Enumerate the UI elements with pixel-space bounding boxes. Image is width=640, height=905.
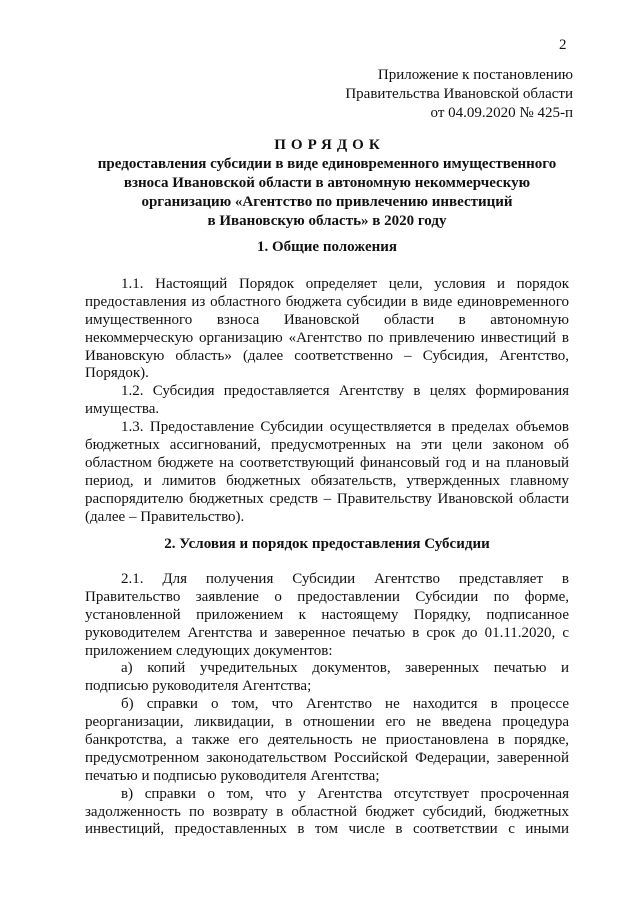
title-line: организацию «Агентство по привлечению инвестиций (141, 194, 513, 210)
paragraph-line: 1.2. Субсидия предоставляется Агентству в целях формирования (121, 383, 569, 400)
title-line: взноса Ивановской области в автономную некоммерческую (123, 175, 531, 191)
paragraph-line: 1.3. Предоставление Субсидии осуществляется в пределах объемов (121, 419, 569, 436)
paragraph-line: 2.1. Для получения Субсидии Агентство представляет в (121, 571, 569, 587)
paragraph-line: областном бюджете на соответствующий финансовый год и на плановый (85, 454, 569, 471)
paragraph-line: руководителем Агентства и заверенное печатью в срок до 01.11.2020, с (85, 624, 569, 641)
paragraph-line: Правительство заявление о предоставлении Субсидии по форме, (85, 588, 569, 605)
paragraph-line: бюджетных ассигнований, предусмотренных на эти цели законом об (85, 437, 569, 454)
paragraph-line: банкротства, а также его деятельность не приостановлена в порядке, (85, 732, 569, 749)
document-title (85, 136, 569, 231)
paragraph-line: (далее – Правительство). (85, 508, 245, 525)
paragraph-line: предоставления из областного бюджета субсидии в виде единовременного (85, 293, 569, 310)
paragraph-line: период, и лимитов бюджетных обязательств, утвержденных главному (85, 472, 569, 489)
appendix-note (273, 66, 573, 123)
appendix-line: Приложение к постановлению (377, 67, 573, 83)
paragraph-line: Порядок). (85, 365, 149, 382)
title-line: в Ивановскую область» в 2020 году (207, 213, 447, 229)
paragraph-line: распорядителю бюджетных средств – Правительству Ивановской области (85, 490, 569, 507)
paragraph-line: установленной приложением к настоящему Порядку, подписанное (85, 606, 569, 623)
section-1-body (85, 276, 569, 526)
paragraph-line: в) справки о том, что у Агентства отсутствует просроченная (121, 785, 569, 802)
paragraph-line: приложением следующих документов: (85, 642, 333, 659)
paragraph-line: предусмотренном законодательством Российской Федерации, заверенной (85, 749, 569, 766)
paragraph-line: задолженность по возврату в областной бюджет субсидий, бюджетных (85, 803, 569, 820)
page-number: 2 (559, 37, 567, 53)
section-heading-conditions: 2. Условия и порядок предоставления Субсидии (164, 536, 490, 552)
title-heading: ПОРЯДОК (274, 137, 385, 153)
paragraph-line: а) копий учредительных документов, заверенных печатью и (121, 660, 569, 677)
title-line: предоставления субсидии в виде единовременного имущественного (97, 156, 557, 172)
paragraph-line: реорганизации, ликвидации, в отношении его не введена процедура (85, 714, 569, 731)
section-heading-general: 1. Общие положения (256, 239, 398, 255)
paragraph-line: инвестиций, предоставленных в том числе в соответствии с иными (85, 821, 569, 838)
paragraph-line: 1.1. Настоящий Порядок определяет цели, условия и порядок (121, 276, 569, 292)
paragraph-line: б) справки о том, что Агентство не находится в процессе (121, 696, 569, 713)
paragraph-line: печатью и подписью руководителя Агентства; (85, 767, 380, 784)
appendix-line: Правительства Ивановской области (345, 86, 573, 102)
paragraph-line: Ивановскую область» (далее соответственно – Субсидия, Агентство, (85, 347, 569, 364)
paragraph-line: некоммерческую организацию «Агентство по привлечению инвестиций в (85, 329, 569, 346)
paragraph-line: подписью руководителя Агентства; (85, 678, 312, 695)
section-2-body (85, 571, 569, 839)
appendix-line: от 04.09.2020 № 425-п (430, 105, 573, 121)
paragraph-line: имущественного взноса Ивановской области в автономную (85, 311, 569, 328)
paragraph-line: имущества. (85, 401, 160, 418)
